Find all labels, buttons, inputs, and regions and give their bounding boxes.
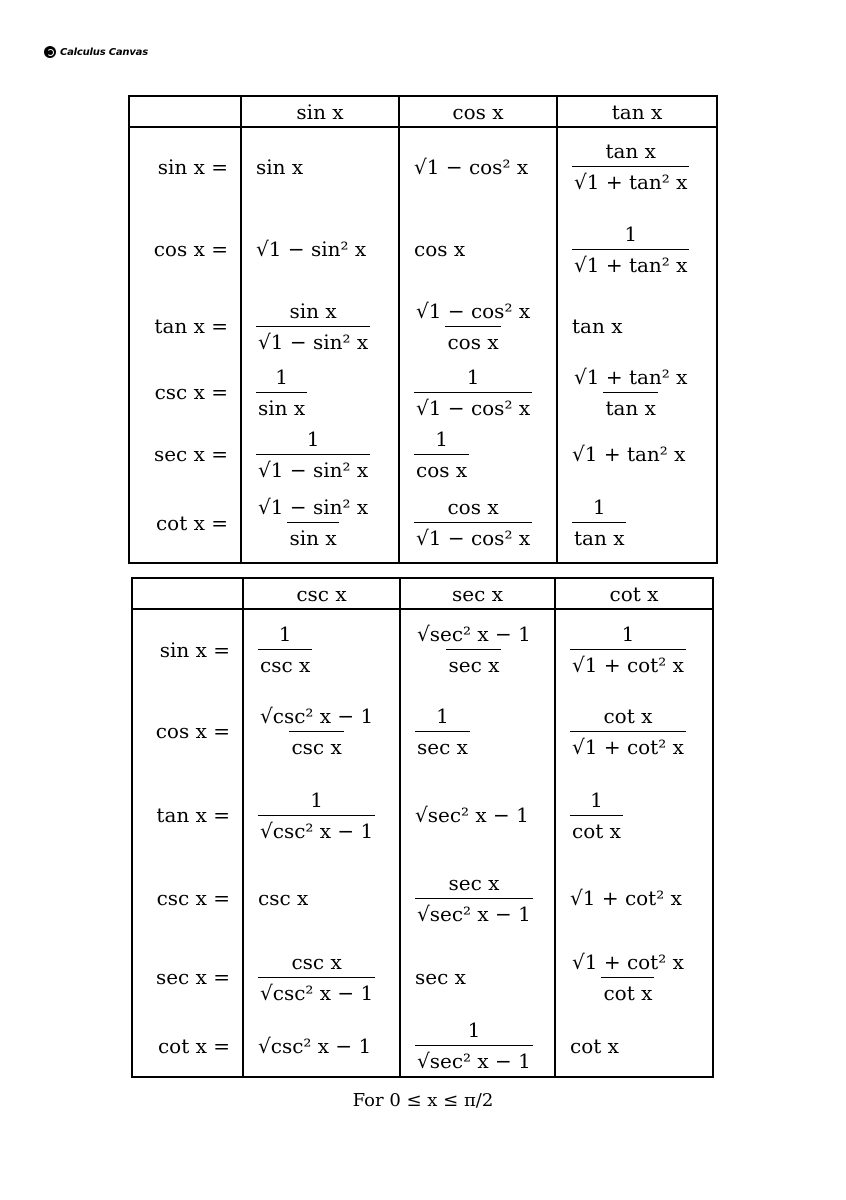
formula: $\frac{\text{tan x}}{\text{√1 + tan² x}}$ bbox=[574, 139, 688, 194]
table-row bbox=[132, 609, 713, 689]
formula: $\frac{1}{\text{sin x}}$ bbox=[258, 364, 306, 420]
formula: $\frac{1}{\text{cos x}}$ bbox=[416, 426, 468, 482]
column-header: sin x bbox=[241, 96, 399, 127]
row-label: cot x = bbox=[157, 1033, 230, 1058]
formula: $\frac{1}{\text{√csc² x − 1}}$ bbox=[260, 787, 374, 843]
table-row bbox=[129, 425, 717, 483]
table-row bbox=[129, 293, 717, 359]
table-row bbox=[132, 1015, 713, 1077]
conversion-table-1 bbox=[128, 95, 718, 564]
formula: $\frac{1}{\text{√1 + tan² x}}$ bbox=[574, 221, 688, 277]
formula: sec x bbox=[415, 965, 466, 989]
formula: $\frac{1}{\text{cot x}}$ bbox=[572, 787, 621, 843]
formula: cos x bbox=[414, 237, 466, 261]
formula: $\frac{\text{√1 + cot² x}}{\text{cot x}}$ bbox=[572, 949, 684, 1005]
row-label: sin x = bbox=[157, 154, 228, 179]
formula: $\frac{1}{\text{tan x}}$ bbox=[574, 495, 625, 550]
table-row bbox=[132, 689, 713, 773]
formula: $\frac{1}{\text{√sec² x − 1}}$ bbox=[417, 1018, 531, 1073]
row-label: sec x = bbox=[153, 442, 228, 466]
row-label: sec x = bbox=[155, 965, 230, 989]
column-header: sec x bbox=[400, 578, 555, 609]
formula: $\frac{1}{\text{√1 + cot² x}}$ bbox=[572, 622, 684, 677]
column-header: tan x bbox=[557, 96, 717, 127]
formula: sin x bbox=[256, 154, 304, 179]
table-row bbox=[129, 205, 717, 293]
row-label: sin x = bbox=[159, 637, 230, 662]
formula: $\frac{\text{csc x}}{\text{√csc² x − 1}}$ bbox=[260, 949, 374, 1005]
formula: tan x bbox=[572, 314, 623, 338]
brand bbox=[44, 44, 148, 60]
formula: csc x bbox=[258, 886, 309, 910]
formula: $\frac{\text{√1 + tan² x}}{\text{tan x}}$ bbox=[574, 364, 688, 420]
formula: √sec² x − 1 bbox=[415, 803, 529, 827]
conversion-table-2 bbox=[131, 577, 714, 1078]
formula: cot x bbox=[570, 1033, 619, 1058]
formula: $\frac{\text{cot x}}{\text{√1 + cot² x}}$ bbox=[572, 703, 684, 759]
formula: $\frac{\text{sec x}}{\text{√sec² x − 1}}$ bbox=[417, 870, 531, 926]
formula: √csc² x − 1 bbox=[258, 1033, 372, 1058]
corner-cell bbox=[129, 96, 241, 127]
column-header: cot x bbox=[555, 578, 713, 609]
row-label: cos x = bbox=[153, 237, 228, 261]
formula: $\frac{\text{√sec² x − 1}}{\text{sec x}}$ bbox=[417, 622, 531, 677]
column-header: cos x bbox=[399, 96, 557, 127]
column-header: csc x bbox=[243, 578, 400, 609]
row-label: csc x = bbox=[154, 380, 228, 404]
brand-logo-icon bbox=[44, 46, 56, 58]
formula: √1 + tan² x bbox=[572, 442, 686, 466]
formula: $\frac{1}{\text{√1 − sin² x}}$ bbox=[258, 426, 369, 482]
formula: $\frac{\text{cos x}}{\text{√1 − cos² x}}$ bbox=[416, 495, 531, 550]
formula: $\frac{1}{\text{sec x}}$ bbox=[417, 703, 468, 759]
formula: $\frac{\text{sin x}}{\text{√1 − sin² x}}$ bbox=[258, 298, 369, 354]
row-label: tan x = bbox=[156, 803, 230, 827]
table-row bbox=[129, 359, 717, 425]
table-row bbox=[132, 773, 713, 857]
row-label: tan x = bbox=[154, 314, 228, 338]
formula: $\frac{\text{√1 − sin² x}}{\text{sin x}}$ bbox=[258, 495, 369, 550]
formula: √1 + cot² x bbox=[570, 886, 682, 910]
formula: √1 − cos² x bbox=[414, 154, 529, 179]
table-row bbox=[129, 483, 717, 563]
formula: √1 − sin² x bbox=[256, 237, 367, 261]
corner-cell bbox=[132, 578, 243, 609]
formula: $\frac{\text{√1 − cos² x}}{\text{cos x}}$ bbox=[416, 298, 531, 354]
row-label: cot x = bbox=[155, 510, 228, 535]
table-row bbox=[132, 939, 713, 1015]
domain-note: For 0 ≤ x ≤ π/2 bbox=[352, 1090, 494, 1111]
row-label: cos x = bbox=[155, 719, 230, 743]
row-label: csc x = bbox=[156, 886, 230, 910]
table-row bbox=[132, 857, 713, 939]
formula: $\frac{1}{\text{csc x}}$ bbox=[260, 622, 311, 677]
table-row bbox=[129, 127, 717, 205]
brand-name: Calculus Canvas bbox=[60, 46, 148, 58]
formula: $\frac{1}{\text{√1 − cos² x}}$ bbox=[416, 364, 531, 420]
formula: $\frac{\text{√csc² x − 1}}{\text{csc x}}$ bbox=[260, 703, 374, 759]
